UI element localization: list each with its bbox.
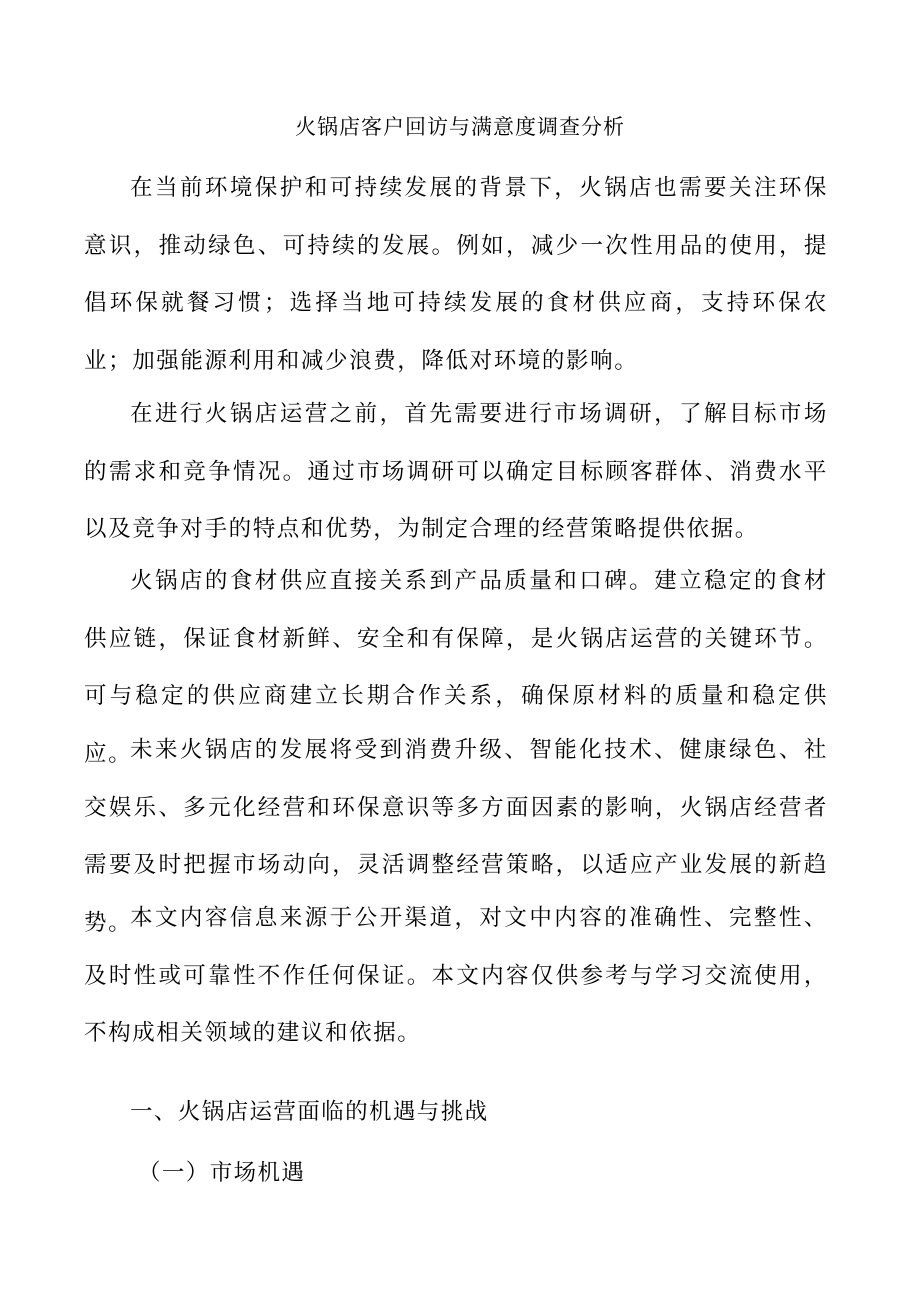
section-heading: 一、火锅店运营面临的机遇与挑战	[130, 1099, 489, 1125]
paragraph-environmental-awareness: 在当前环境保护和可持续发展的背景下，火锅店也需要关注环保意识，推动绿色、可持续的发展。例如，减少一次性用品的使用，提倡环保就餐习惯；选择当地可持续发展的食材供应商，支持环保农业；加强能源利用和减少浪费，降低对环境的影响。	[84, 175, 828, 374]
paragraph-ingredient-supply: 火锅店的食材供应直接关系到产品质量和口碑。建立稳定的食材供应链，保证食材新鲜、安全和有保障，是火锅店运营的关键环节。可与稳定的供应商建立长期合作关系，确保原材料的质量和稳定供应。	[84, 568, 828, 767]
document-title: 火锅店客户回访与满意度调查分析	[295, 115, 625, 139]
subsection-heading: （一）市场机遇	[138, 1160, 306, 1186]
paragraph-future-development: 未来火锅店的发展将受到消费升级、智能化技术、健康绿色、社交娱乐、多元化经营和环保意识等多方面因素的影响，火锅店经营者需要及时把握市场动向，灵活调整经营策略，以适应产业发展的新趋势。	[84, 737, 828, 936]
paragraph-market-research: 在进行火锅店运营之前，首先需要进行市场调研，了解目标市场的需求和竞争情况。通过市场调研可以确定目标顾客群体、消费水平以及竞争对手的特点和优势，为制定合理的经营策略提供依据。	[84, 401, 828, 542]
paragraph-disclaimer: 本文内容信息来源于公开渠道，对文中内容的准确性、完整性、及时性或可靠性不作任何保证。本文内容仅供参考与学习交流使用，不构成相关领域的建议和依据。	[84, 905, 828, 1046]
